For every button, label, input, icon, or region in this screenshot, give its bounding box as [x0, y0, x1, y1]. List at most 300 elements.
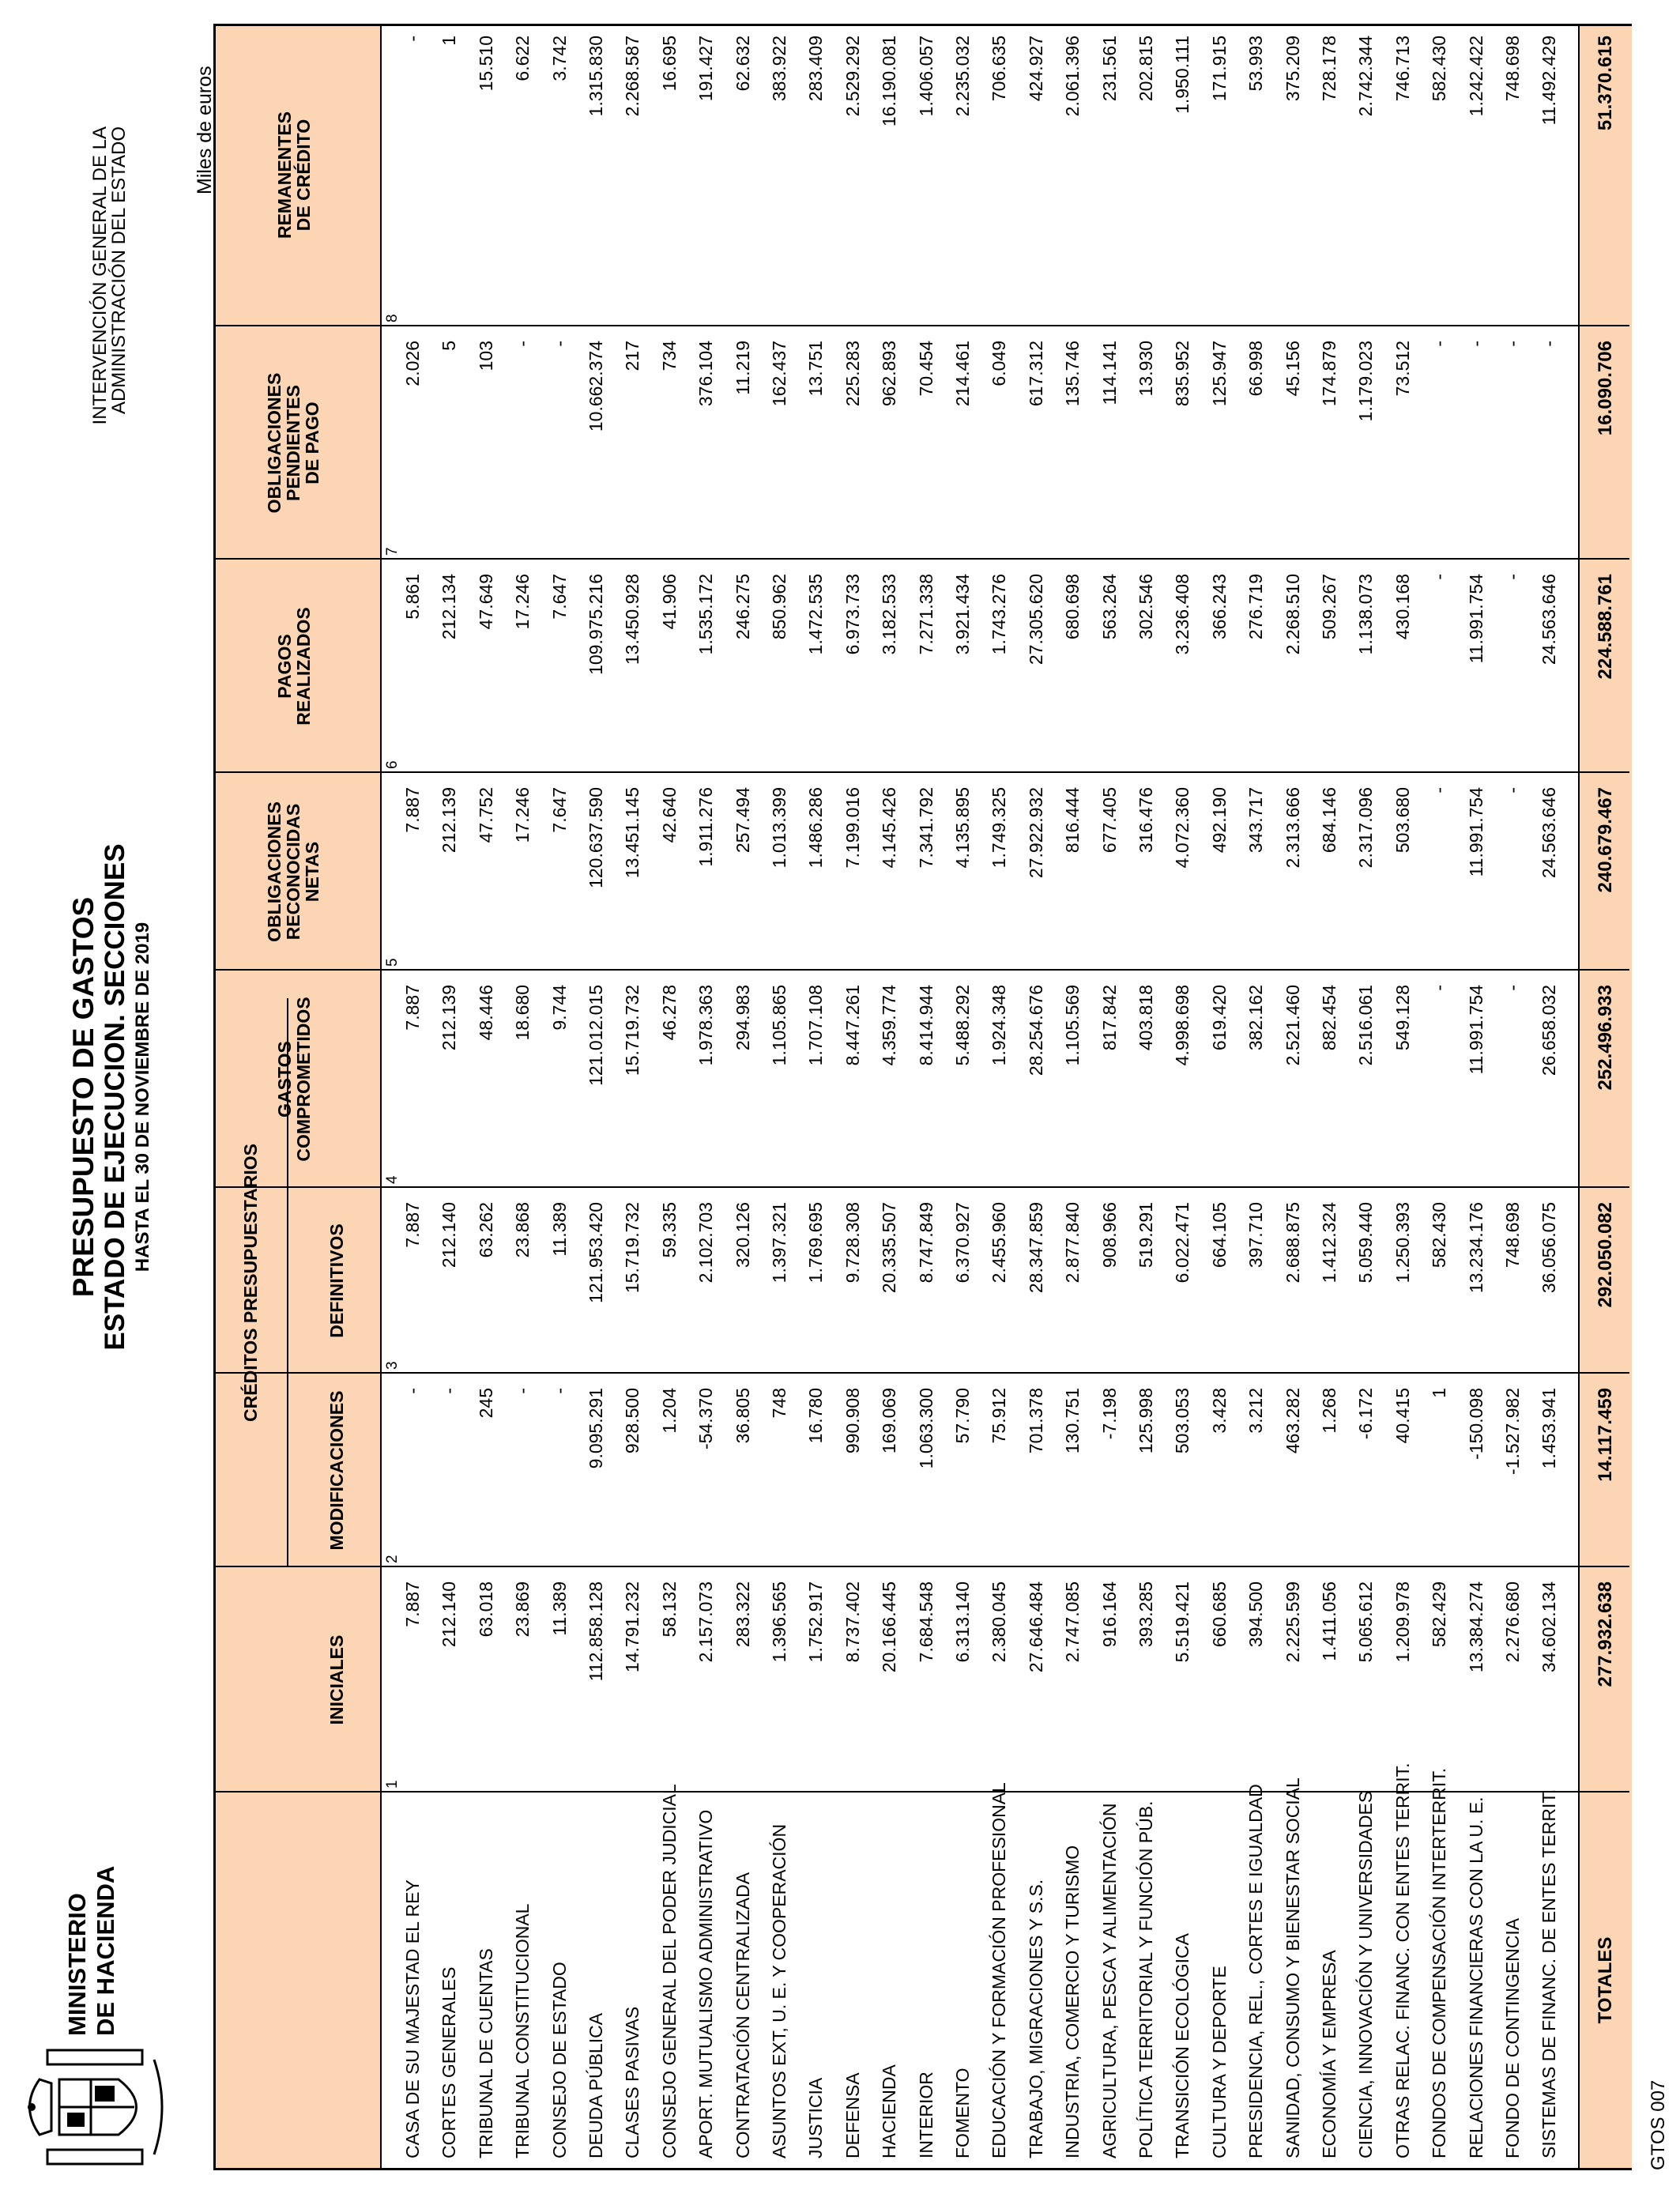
col-divider [216, 325, 1629, 326]
cell-gastos-comprometidos: - [1502, 985, 1523, 991]
cell-pagos-realizados: 41.906 [658, 574, 680, 630]
header-gastos-l2: COMPROMETIDOS [293, 997, 314, 1162]
total-pagos-realizados: 224.588.761 [1595, 574, 1616, 680]
total-iniciales: 277.932.638 [1595, 1581, 1616, 1687]
cell-obligaciones-reconocidas: 1.486.286 [805, 787, 827, 869]
cell-obligaciones-reconocidas: 7.647 [548, 787, 570, 833]
cell-iniciales: 63.018 [475, 1581, 496, 1638]
cell-gastos-comprometidos: 1.924.348 [989, 985, 1010, 1066]
cell-gastos-comprometidos: 403.818 [1136, 985, 1156, 1051]
cell-obligaciones-reconocidas: 2.317.096 [1355, 787, 1377, 869]
cell-iniciales: 5.519.421 [1172, 1581, 1193, 1663]
cell-obligaciones-reconocidas: 13.451.145 [622, 787, 643, 879]
cell-remanentes: 706.635 [989, 36, 1010, 102]
column-number: 5 [384, 958, 401, 967]
agency-name [91, 126, 129, 424]
cell-pagos-realizados: 302.546 [1136, 574, 1156, 640]
title-line2: ESTADO DE EJECUCION. SECCIONES [100, 843, 130, 1351]
cell-pagos-realizados: 509.267 [1319, 574, 1339, 640]
cell-pendientes-pago: 174.879 [1319, 341, 1339, 407]
cell-pendientes-pago: 5 [439, 341, 460, 351]
cell-iniciales: 212.140 [439, 1581, 460, 1648]
cell-iniciales: 5.065.612 [1355, 1581, 1377, 1663]
header-oblig-l3: NETAS [302, 841, 322, 903]
cell-iniciales: 11.389 [548, 1581, 570, 1636]
cell-iniciales: 34.602.134 [1539, 1581, 1560, 1673]
cell-modificaciones: 1.453.941 [1539, 1388, 1560, 1469]
row-name: ECONOMÍA Y EMPRESA [1319, 1950, 1339, 2158]
cell-remanentes: 1 [439, 36, 460, 46]
form-code: GTOS 007 [1648, 2079, 1669, 2170]
cell-pendientes-pago: 617.312 [1025, 341, 1046, 407]
cell-pendientes-pago: 11.219 [732, 341, 753, 395]
cell-definitivos: 1.769.695 [805, 1202, 827, 1284]
cell-modificaciones: 990.908 [842, 1388, 863, 1454]
cell-pendientes-pago: 10.662.374 [586, 341, 606, 432]
cell-pendientes-pago: 217 [622, 341, 643, 371]
cell-remanentes: 6.622 [512, 36, 533, 81]
cell-obligaciones-reconocidas: 343.717 [1245, 787, 1267, 854]
cell-iniciales: 7.684.548 [915, 1581, 936, 1663]
column-number: 8 [384, 314, 401, 322]
cell-definitivos: 8.747.849 [915, 1202, 936, 1284]
row-name: CORTES GENERALES [439, 1966, 460, 2158]
column-number: 6 [384, 760, 401, 769]
cell-pendientes-pago: - [548, 341, 570, 347]
cell-gastos-comprometidos: 212.139 [439, 985, 460, 1051]
cell-iniciales: 2.276.680 [1502, 1581, 1523, 1663]
col-divider [216, 1566, 1629, 1567]
total-pendientes-pago: 16.090.706 [1595, 341, 1616, 436]
cell-definitivos: 519.291 [1136, 1202, 1156, 1269]
cell-definitivos: 2.688.875 [1282, 1202, 1303, 1284]
cell-modificaciones: 701.378 [1025, 1388, 1046, 1454]
cell-pendientes-pago: 103 [475, 341, 496, 371]
cell-definitivos: 582.430 [1429, 1202, 1450, 1269]
agency-line1: INTERVENCIÓN GENERAL DE LA [89, 126, 111, 425]
cell-gastos-comprometidos: 18.680 [512, 985, 533, 1041]
cell-obligaciones-reconocidas: 7.199.016 [842, 787, 863, 869]
cell-definitivos: 9.728.308 [842, 1202, 863, 1284]
cell-iniciales: 7.887 [402, 1581, 423, 1627]
cell-gastos-comprometidos: 8.447.261 [842, 985, 863, 1066]
cell-obligaciones-reconocidas: 257.494 [732, 787, 753, 854]
row-name: CLASES PASIVAS [622, 2006, 643, 2158]
cell-gastos-comprometidos: 1.105.569 [1062, 985, 1083, 1066]
cell-obligaciones-reconocidas: 503.680 [1392, 787, 1413, 854]
row-name: SANIDAD, CONSUMO Y BIENESTAR SOCIAL [1282, 1777, 1303, 2158]
cell-modificaciones: -7.198 [1098, 1388, 1120, 1440]
cell-modificaciones: -1.527.982 [1502, 1388, 1523, 1475]
cell-definitivos: 20.335.507 [879, 1202, 900, 1294]
cell-remanentes: 53.993 [1245, 36, 1267, 92]
cell-pagos-realizados: 7.271.338 [915, 574, 936, 655]
row-name: CONTRATACIÓN CENTRALIZADA [732, 1872, 753, 2158]
cell-definitivos: 36.056.075 [1539, 1202, 1560, 1294]
cell-remanentes: 2.742.344 [1355, 36, 1377, 117]
column-number: 3 [384, 1361, 401, 1370]
cell-gastos-comprometidos: 28.254.676 [1025, 985, 1046, 1076]
cell-obligaciones-reconocidas: - [1502, 787, 1523, 794]
cell-pagos-realizados: 13.450.928 [622, 574, 643, 665]
header-pagos-l1: PAGOS [274, 634, 295, 699]
cell-obligaciones-reconocidas: 11.991.754 [1465, 787, 1486, 877]
cell-modificaciones: 463.282 [1282, 1388, 1303, 1454]
row-name: CULTURA Y DEPORTE [1208, 1966, 1230, 2158]
cell-gastos-comprometidos: 9.744 [548, 985, 570, 1031]
cell-pagos-realizados: 3.182.533 [879, 574, 900, 655]
cell-iniciales: 13.384.274 [1465, 1581, 1486, 1673]
cell-definitivos: 2.877.840 [1062, 1202, 1083, 1284]
row-name: OTRAS RELAC. FINANC. CON ENTES TERRIT. [1392, 1762, 1413, 2158]
cell-pagos-realizados: - [1429, 574, 1450, 580]
cell-obligaciones-reconocidas: 677.405 [1098, 787, 1120, 854]
header-pend-l2: PENDIENTES [283, 385, 303, 501]
cell-definitivos: 121.953.420 [586, 1202, 606, 1303]
cell-pendientes-pago: 70.454 [915, 341, 936, 397]
cell-pendientes-pago: 962.893 [879, 341, 900, 407]
cell-remanentes: 1.242.422 [1465, 36, 1486, 117]
cell-modificaciones: 125.998 [1136, 1388, 1156, 1454]
header-pagos-l2: REALIZADOS [293, 607, 314, 726]
header-gastos-l1: GASTOS [274, 1041, 295, 1118]
cell-gastos-comprometidos: 48.446 [475, 985, 496, 1041]
cell-remanentes: 171.915 [1208, 36, 1230, 102]
budget-table [213, 24, 1632, 2170]
cell-iniciales: 58.132 [658, 1581, 680, 1638]
cell-pagos-realizados: 3.236.408 [1172, 574, 1193, 655]
row-name: TRABAJO, MIGRACIONES Y S.S. [1025, 1879, 1046, 2158]
cell-pagos-realizados: 6.973.733 [842, 574, 863, 655]
cell-pendientes-pago: 73.512 [1392, 341, 1413, 397]
totals-top-line [1578, 26, 1580, 2168]
cell-pendientes-pago: - [1539, 341, 1560, 347]
cell-pendientes-pago: 13.751 [805, 341, 827, 397]
cell-iniciales: 14.791.232 [622, 1581, 643, 1673]
cell-pagos-realizados: 366.243 [1208, 574, 1230, 640]
cell-modificaciones: - [512, 1388, 533, 1394]
cell-obligaciones-reconocidas: 27.922.932 [1025, 787, 1046, 879]
column-number: 4 [384, 1175, 401, 1184]
cell-obligaciones-reconocidas: 47.752 [475, 787, 496, 843]
row-name: CIENCIA, INNOVACIÓN Y UNIVERSIDADES [1355, 1790, 1377, 2158]
cell-iniciales: 23.869 [512, 1581, 533, 1638]
cell-obligaciones-reconocidas: 684.146 [1319, 787, 1339, 854]
cell-remanentes: 16.695 [658, 36, 680, 92]
cell-iniciales: 916.164 [1098, 1581, 1120, 1648]
total-obligaciones-reconocidas: 240.679.467 [1595, 787, 1616, 893]
cell-remanentes: 191.427 [695, 36, 717, 102]
row-name: DEFENSA [842, 2072, 863, 2158]
cell-remanentes: 231.561 [1098, 36, 1120, 102]
cell-pendientes-pago: 162.437 [769, 341, 789, 407]
cell-pagos-realizados: 1.743.276 [989, 574, 1010, 655]
cell-remanentes: 62.632 [732, 36, 753, 92]
cell-remanentes: 424.927 [1025, 36, 1046, 102]
cell-iniciales: 112.858.128 [586, 1581, 606, 1682]
cell-pagos-realizados: 47.649 [475, 574, 496, 630]
cell-pendientes-pago: 835.952 [1172, 341, 1193, 407]
cell-gastos-comprometidos: 5.488.292 [952, 985, 973, 1066]
cell-remanentes: 202.815 [1136, 36, 1156, 102]
cell-definitivos: 908.966 [1098, 1202, 1120, 1269]
cell-remanentes: 1.950.111 [1172, 36, 1193, 114]
column-number: 1 [384, 1780, 401, 1789]
col-divider [216, 1186, 1629, 1188]
cell-pagos-realizados: 680.698 [1062, 574, 1083, 640]
row-name: ASUNTOS EXT, U. E. Y COOPERACIÓN [769, 1823, 789, 2158]
column-number: 2 [384, 1555, 401, 1563]
row-name: AGRICULTURA, PESCA Y ALIMENTACIÓN [1098, 1803, 1120, 2158]
col-divider [216, 1791, 1629, 1793]
row-name: SISTEMAS DE FINANC. DE ENTES TERRIT. [1539, 1789, 1560, 2158]
cell-modificaciones: -150.098 [1465, 1388, 1486, 1460]
cell-modificaciones: -6.172 [1355, 1388, 1377, 1440]
cell-definitivos: 13.234.176 [1465, 1202, 1486, 1294]
cell-definitivos: 748.698 [1502, 1202, 1523, 1269]
cell-modificaciones: 1.204 [658, 1388, 680, 1434]
total-definitivos: 292.050.082 [1595, 1202, 1616, 1308]
cell-pagos-realizados: 430.168 [1392, 574, 1413, 640]
cell-gastos-comprometidos: 549.128 [1392, 985, 1413, 1051]
row-name: FONDOS DE COMPENSACIÓN INTERTERRIT. [1429, 1767, 1450, 2158]
col-divider [216, 771, 1629, 773]
cell-gastos-comprometidos: - [1429, 985, 1450, 991]
cell-pagos-realizados: 109.975.216 [586, 574, 606, 675]
cell-gastos-comprometidos: 1.707.108 [805, 985, 827, 1066]
header-gastos [275, 971, 313, 1188]
cell-obligaciones-reconocidas: 4.072.360 [1172, 787, 1193, 869]
cell-iniciales: 2.157.073 [695, 1581, 717, 1663]
row-name: HACIENDA [879, 2064, 900, 2158]
cell-definitivos: 15.719.732 [622, 1202, 643, 1294]
cell-modificaciones: -54.370 [695, 1388, 717, 1450]
row-name: TRANSICIÓN ECOLÓGICA [1172, 1933, 1193, 2158]
row-name: EDUCACIÓN Y FORMACIÓN PROFESIONAL [989, 1782, 1010, 2158]
row-name: CONSEJO DE ESTADO [548, 1962, 570, 2158]
cell-obligaciones-reconocidas: 316.476 [1136, 787, 1156, 854]
cell-definitivos: 664.105 [1208, 1202, 1230, 1269]
row-name: RELACIONES FINANCIERAS CON LA U. E. [1465, 1796, 1486, 2158]
cell-modificaciones: - [548, 1388, 570, 1394]
cell-obligaciones-reconocidas: 1.013.399 [769, 787, 789, 869]
cell-definitivos: 63.262 [475, 1202, 496, 1258]
cell-pagos-realizados: 212.134 [439, 574, 460, 640]
cell-modificaciones: 1.063.300 [915, 1388, 936, 1469]
cell-obligaciones-reconocidas: 7.341.792 [915, 787, 936, 869]
header-oblig-l1: OBLIGACIONES [264, 801, 284, 942]
cell-remanentes: 375.209 [1282, 36, 1303, 102]
cell-modificaciones: - [402, 1388, 423, 1394]
cell-modificaciones: 169.069 [879, 1388, 900, 1454]
row-name: INDUSTRIA, COMERCIO Y TURISMO [1062, 1845, 1083, 2158]
col-divider [216, 558, 1629, 560]
cell-remanentes: 11.492.429 [1539, 36, 1560, 126]
cell-pagos-realizados: 563.264 [1098, 574, 1120, 640]
cell-pendientes-pago: 225.283 [842, 341, 863, 407]
cell-remanentes: 2.235.032 [952, 36, 973, 117]
agency-line2: ADMINISTRACIÓN DEL ESTADO [108, 126, 130, 415]
cell-definitivos: 59.335 [658, 1202, 680, 1258]
cell-gastos-comprometidos: 7.887 [402, 985, 423, 1031]
cell-modificaciones: 9.095.291 [586, 1388, 606, 1469]
cell-remanentes: 3.742 [548, 36, 570, 81]
column-number: 7 [384, 547, 401, 556]
cell-pagos-realizados: 246.275 [732, 574, 753, 640]
cell-gastos-comprometidos: 15.719.732 [622, 985, 643, 1076]
cell-pagos-realizados: 2.268.510 [1282, 574, 1303, 655]
cell-pendientes-pago: 135.746 [1062, 341, 1083, 407]
total-remanentes: 51.370.615 [1595, 36, 1616, 131]
cell-iniciales: 1.411.056 [1319, 1581, 1339, 1661]
header-oblig-l2: RECONOCIDAS [283, 803, 303, 941]
cell-iniciales: 283.322 [732, 1581, 753, 1648]
cell-obligaciones-reconocidas: 4.135.895 [952, 787, 973, 869]
cell-iniciales: 1.752.917 [805, 1581, 827, 1663]
cell-gastos-comprometidos: 817.842 [1098, 985, 1120, 1051]
cell-remanentes: 2.529.292 [842, 36, 863, 117]
cell-obligaciones-reconocidas: 1.911.276 [695, 787, 717, 867]
cell-iniciales: 6.313.140 [952, 1581, 973, 1663]
header-obligaciones [265, 773, 322, 971]
col-divider [216, 969, 1629, 971]
header-modificaciones: MODIFICACIONES [326, 1390, 347, 1551]
cell-pagos-realizados: 27.305.620 [1025, 574, 1046, 665]
title-line1: PRESUPUESTO DE GASTOS [67, 896, 100, 1298]
cell-pendientes-pago: - [1429, 341, 1450, 347]
cell-remanentes: 383.922 [769, 36, 789, 102]
cell-pendientes-pago: 214.461 [952, 341, 973, 407]
cell-obligaciones-reconocidas: 492.190 [1208, 787, 1230, 854]
header-rem-l2: DE CRÉDITO [293, 119, 314, 232]
cell-gastos-comprometidos: 46.278 [658, 985, 680, 1041]
cell-remanentes: 283.409 [805, 36, 827, 102]
header-pend-l1: OBLIGACIONES [264, 372, 284, 514]
cell-modificaciones: 36.805 [732, 1388, 753, 1444]
cell-obligaciones-reconocidas: - [1429, 787, 1450, 794]
cell-modificaciones: 57.790 [952, 1388, 973, 1444]
row-name: DEUDA PÚBLICA [586, 2012, 606, 2158]
cell-modificaciones: 928.500 [622, 1388, 643, 1454]
cell-pendientes-pago: 125.947 [1208, 341, 1230, 407]
cell-definitivos: 23.868 [512, 1202, 533, 1258]
cell-remanentes: 16.190.081 [879, 36, 900, 127]
header-iniciales: INICIALES [326, 1634, 347, 1725]
cell-obligaciones-reconocidas: 2.313.666 [1282, 787, 1303, 869]
cell-definitivos: 1.250.393 [1392, 1202, 1413, 1284]
cell-modificaciones: 40.415 [1392, 1388, 1413, 1444]
cell-pagos-realizados: 1.472.535 [805, 574, 827, 655]
row-name: PRESIDENCIA, REL., CORTES E IGUALDAD [1245, 1784, 1267, 2158]
cell-definitivos: 212.140 [439, 1202, 460, 1269]
cell-gastos-comprometidos: 2.516.061 [1355, 985, 1377, 1066]
cell-modificaciones: 748 [769, 1388, 789, 1419]
cell-iniciales: 20.166.445 [879, 1581, 900, 1673]
cell-gastos-comprometidos: 4.359.774 [879, 985, 900, 1066]
col-divider [216, 1372, 1629, 1374]
cell-iniciales: 2.747.085 [1062, 1581, 1083, 1663]
cell-pagos-realizados: - [1502, 574, 1523, 580]
cell-iniciales: 582.429 [1429, 1581, 1450, 1648]
cell-remanentes: 2.061.396 [1062, 36, 1083, 117]
cell-modificaciones: 503.053 [1172, 1388, 1193, 1454]
cell-pagos-realizados: 276.719 [1245, 574, 1267, 640]
cell-obligaciones-reconocidas: 1.749.325 [989, 787, 1010, 869]
header-remanentes [275, 24, 313, 326]
cell-gastos-comprometidos: 121.012.015 [586, 985, 606, 1086]
units-label: Miles de euros [194, 66, 216, 194]
totals-label: TOTALES [1595, 1936, 1616, 2024]
cell-modificaciones: 130.751 [1062, 1388, 1083, 1454]
cell-gastos-comprometidos: 8.414.944 [915, 985, 936, 1066]
row-name: TRIBUNAL CONSTITUCIONAL [512, 1903, 533, 2158]
total-modificaciones: 14.117.459 [1595, 1388, 1616, 1482]
cell-modificaciones: 16.780 [805, 1388, 827, 1444]
cell-definitivos: 5.059.440 [1355, 1202, 1377, 1284]
cell-modificaciones: - [439, 1388, 460, 1394]
cell-iniciales: 2.225.599 [1282, 1581, 1303, 1663]
cell-definitivos: 2.102.703 [695, 1202, 717, 1284]
cell-iniciales: 1.209.978 [1392, 1581, 1413, 1663]
cell-modificaciones: 1.268 [1319, 1388, 1339, 1434]
cell-iniciales: 660.685 [1208, 1581, 1230, 1648]
cell-definitivos: 11.389 [548, 1202, 570, 1257]
cell-remanentes: 15.510 [475, 36, 496, 92]
cell-pendientes-pago: - [512, 341, 533, 347]
row-name: JUSTICIA [805, 2077, 827, 2158]
cell-modificaciones: 3.212 [1245, 1388, 1267, 1434]
cell-modificaciones: 75.912 [989, 1388, 1010, 1444]
header-bottom-line [380, 26, 382, 2168]
cell-pagos-realizados: 3.921.434 [952, 574, 973, 655]
cell-iniciales: 8.737.402 [842, 1581, 863, 1663]
cell-gastos-comprometidos: 294.983 [732, 985, 753, 1051]
cell-pagos-realizados: 5.861 [402, 574, 423, 620]
cell-gastos-comprometidos: 619.420 [1208, 985, 1230, 1051]
cell-modificaciones: 3.428 [1208, 1388, 1230, 1434]
total-gastos-comprometidos: 252.496.933 [1595, 985, 1616, 1091]
cell-remanentes: 1.406.057 [915, 36, 936, 117]
ministry-line2: DE HACIENDA [92, 1865, 119, 2036]
cell-definitivos: 397.710 [1245, 1202, 1267, 1269]
cell-pendientes-pago: - [1465, 341, 1486, 347]
cell-pendientes-pago: 114.141 [1098, 341, 1120, 405]
cell-gastos-comprometidos: 11.991.754 [1465, 985, 1486, 1075]
cell-remanentes: 728.178 [1319, 36, 1339, 102]
cell-pagos-realizados: 24.563.646 [1539, 574, 1560, 665]
header-definitivos: DEFINITIVOS [326, 1223, 347, 1338]
cell-definitivos: 6.370.927 [952, 1202, 973, 1284]
cell-gastos-comprometidos: 1.978.363 [695, 985, 717, 1066]
cell-remanentes: 748.698 [1502, 36, 1523, 102]
cell-definitivos: 1.412.324 [1319, 1202, 1339, 1284]
row-name: INTERIOR [915, 2071, 936, 2158]
cell-obligaciones-reconocidas: 212.139 [439, 787, 460, 854]
row-name: POLÍTICA TERRITORIAL Y FUNCIÓN PÚB. [1136, 1800, 1156, 2158]
row-name: CASA DE SU MAJESTAD EL REY [402, 1879, 423, 2158]
cell-definitivos: 6.022.471 [1172, 1202, 1193, 1284]
cell-pendientes-pago: 2.026 [402, 341, 423, 386]
row-name: TRIBUNAL DE CUENTAS [475, 1948, 496, 2158]
cell-iniciales: 394.500 [1245, 1581, 1267, 1648]
cell-gastos-comprometidos: 26.658.032 [1539, 985, 1560, 1076]
cell-pagos-realizados: 1.535.172 [695, 574, 717, 655]
cell-remanentes: 2.268.587 [622, 36, 643, 117]
cell-definitivos: 1.397.321 [769, 1202, 789, 1284]
cell-pagos-realizados: 1.138.073 [1355, 574, 1377, 655]
cell-gastos-comprometidos: 382.162 [1245, 985, 1267, 1051]
cell-gastos-comprometidos: 4.998.698 [1172, 985, 1193, 1066]
